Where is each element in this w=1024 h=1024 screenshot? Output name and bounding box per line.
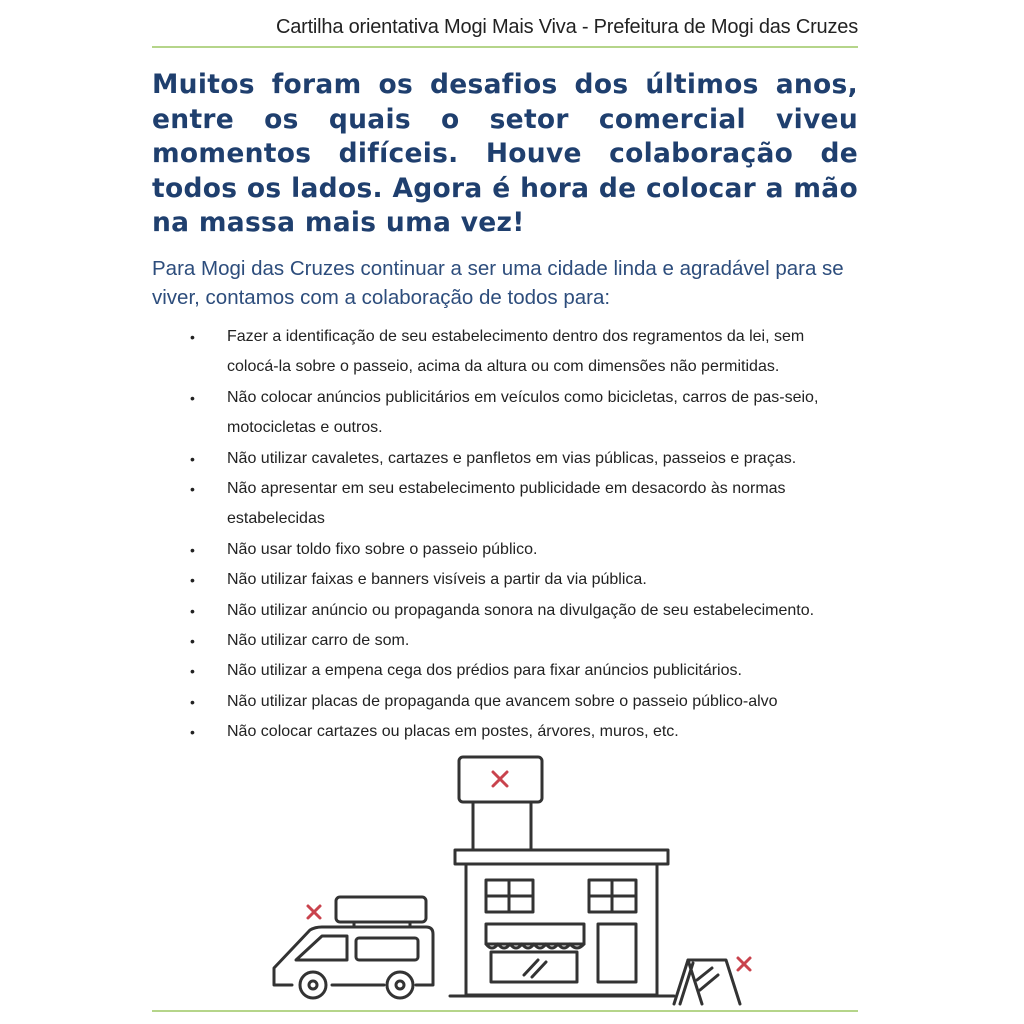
bullet-icon: • — [190, 329, 195, 345]
list-item — [186, 656, 858, 686]
list-item-text: Não utilizar anúncio ou propaganda sonora na divulgação de seu estabelecimento. — [227, 601, 815, 619]
list-item — [186, 626, 858, 656]
bullet-icon: • — [190, 663, 195, 680]
list-item-text: Não colocar anúncios publicitários em veículos como bicicletas, carros de pas-seio, motocicletas e outros. — [227, 388, 819, 437]
list-item — [186, 596, 858, 626]
list-item-text: Fazer a identificação de seu estabelecimento dentro dos regramentos da lei, sem colocá-la sobre o passeio, acima da altura ou com dimensões não permitidas. — [227, 328, 805, 376]
bullet-icon: • — [190, 389, 195, 406]
van-with-roof-sign-icon — [274, 897, 433, 998]
list-item-text: Não colocar cartazes ou placas em postes, árvores, muros, etc. — [227, 723, 679, 741]
list-item-text: Não utilizar a empena cega dos prédios para fixar anúncios publicitários. — [227, 662, 742, 680]
footer-divider — [152, 1010, 858, 1012]
store-building-icon — [450, 850, 674, 996]
rooftop-sign-icon — [459, 757, 542, 850]
header-divider — [152, 46, 858, 48]
list-item — [186, 383, 858, 444]
list-item — [186, 474, 858, 535]
list-item — [186, 322, 858, 383]
bullet-icon: • — [190, 602, 195, 619]
list-item-text: Não utilizar faixas e banners visíveis a partir da via pública. — [227, 571, 647, 589]
list-item-text: Não utilizar carro de som. — [227, 632, 410, 650]
headline: Muitos foram os desafios dos últimos anos, entre os quais o setor comercial viveu momentos difíceis. Houve colaboração de todos os lados. Agora é hora de colocar a mão na massa mais uma vez! — [152, 69, 858, 238]
list-item-text: Não utilizar placas de propaganda que avancem sobre o passeio público-alvo — [227, 692, 778, 710]
list-item — [186, 444, 858, 474]
sidewalk-sandwich-board-icon — [674, 960, 740, 1004]
intro-paragraph: Para Mogi das Cruzes continuar a ser uma cidade linda e agradável para se viver, contamos com a colaboração de todos para: — [152, 257, 844, 309]
list-item — [186, 687, 858, 717]
bullet-icon: • — [190, 724, 195, 741]
bullet-icon: • — [190, 572, 195, 589]
list-item-text: Não utilizar cavaletes, cartazes e panfletos em vias públicas, passeios e praças. — [227, 449, 797, 467]
bullet-icon: • — [190, 693, 195, 710]
list-item — [186, 717, 858, 747]
list-item-text: Não usar toldo fixo sobre o passeio público. — [227, 540, 538, 558]
page-header: Cartilha orientativa Mogi Mais Viva - Prefeitura de Mogi das Cruzes — [275, 16, 858, 38]
bullet-icon: • — [190, 481, 195, 498]
list-item — [186, 535, 858, 565]
guidelines-list — [186, 322, 858, 748]
bullet-icon: • — [190, 633, 195, 650]
list-item — [186, 565, 858, 595]
list-item-text: Não apresentar em seu estabelecimento publicidade em desacordo às normas estabelecidas — [227, 480, 786, 528]
storefront-illustration — [260, 750, 780, 1010]
bullet-icon: • — [190, 541, 195, 558]
bullet-icon: • — [190, 450, 195, 467]
